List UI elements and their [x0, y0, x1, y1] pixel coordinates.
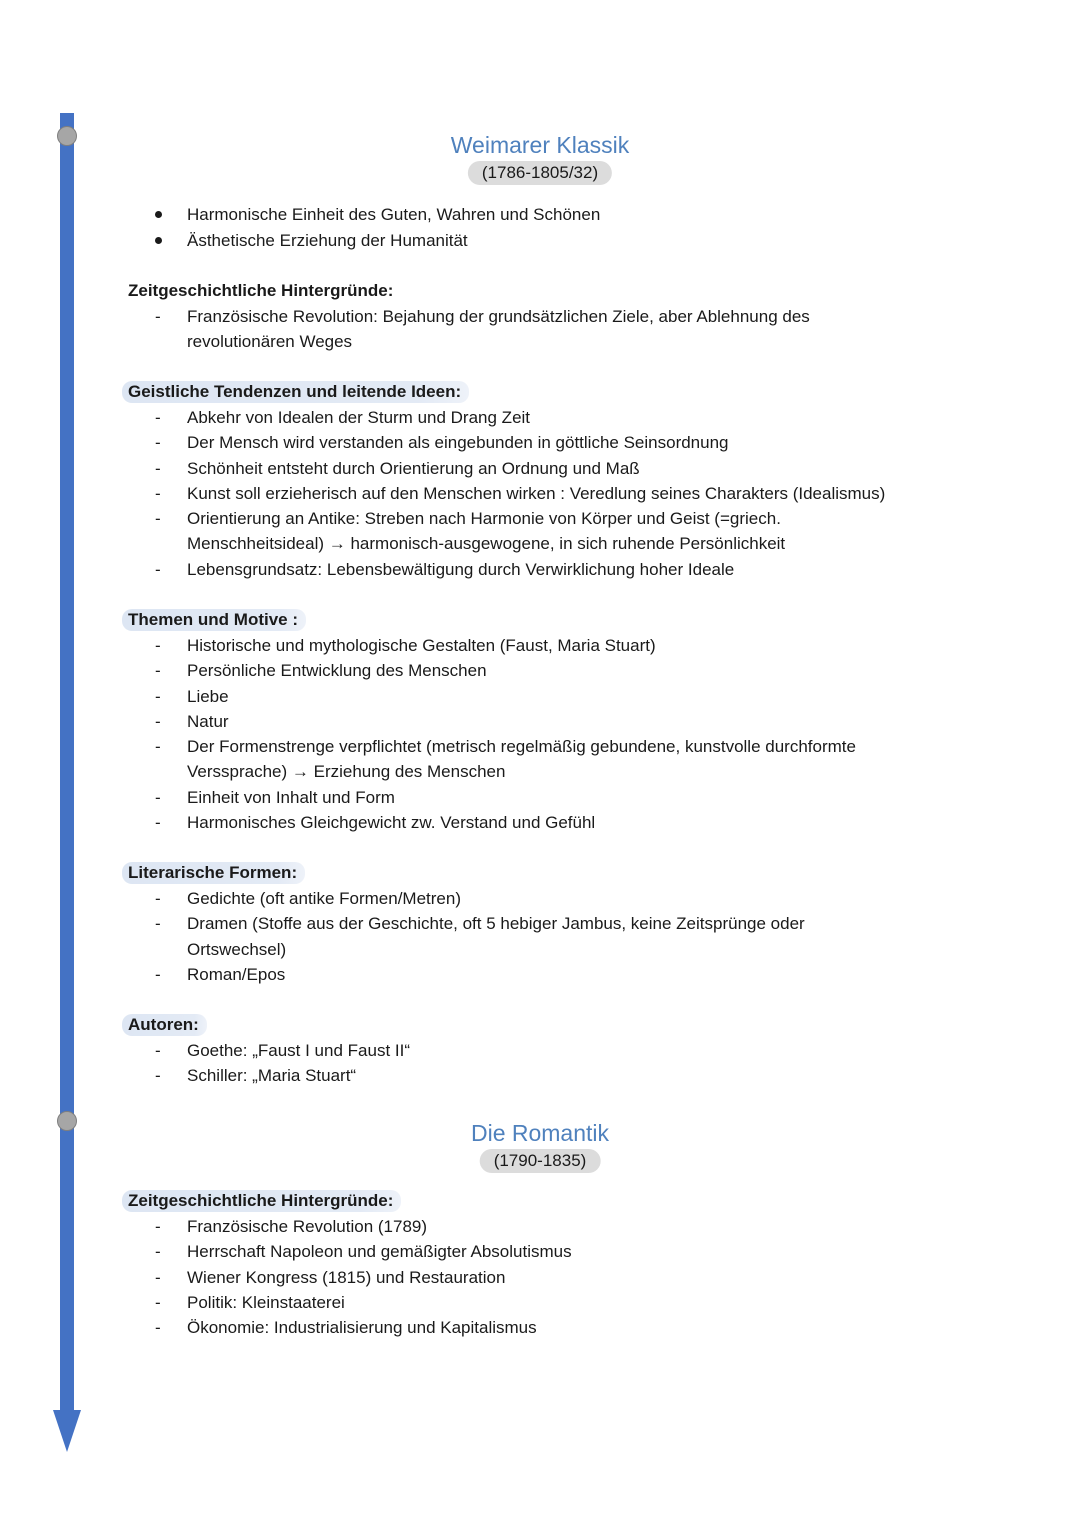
list-item: - Der Formenstrenge verpflichtet (metrisch regelmäßig gebundene, kunstvolle durchformte Verssprache) → Erziehung des Menschen	[187, 734, 927, 785]
bullet-dot-icon	[155, 211, 162, 218]
list-item: - Politik: Kleinstaaterei	[187, 1290, 987, 1315]
section-heading-autoren: Autoren:	[122, 1014, 207, 1036]
list-item: - Natur	[187, 709, 947, 734]
section-heading-tendenzen: Geistliche Tendenzen und leitende Ideen:	[122, 381, 469, 403]
list-item: - Harmonisches Gleichgewicht zw. Verstand und Gefühl	[187, 810, 947, 835]
list-item: - Orientierung an Antike: Streben nach Harmonie von Körper und Geist (=griech. Menschheitsideal) → harmonisch-ausgewogene, in sich ruhende Persönlichkeit	[187, 506, 847, 557]
list-item: - Wiener Kongress (1815) und Restauration	[187, 1265, 987, 1290]
list-item: - Goethe: „Faust I und Faust II“	[187, 1038, 987, 1063]
list-item: - Der Mensch wird verstanden als eingebunden in göttliche Seinsordnung	[187, 430, 947, 455]
list-hintergruende	[187, 304, 867, 355]
list-item: - Herrschaft Napoleon und gemäßigter Absolutismus	[187, 1239, 987, 1264]
list-formen	[187, 886, 867, 987]
timeline-arrow-down-icon	[53, 1410, 81, 1452]
bullet-item: Ästhetische Erziehung der Humanität	[187, 228, 468, 253]
list-autoren	[187, 1038, 987, 1089]
list-item: - Lebensgrundsatz: Lebensbewältigung durch Verwirklichung hoher Ideale	[187, 557, 947, 582]
list-item: - Französische Revolution (1789)	[187, 1214, 987, 1239]
date-badge-romantik: (1790-1835)	[480, 1149, 601, 1173]
list-hintergruende-romantik	[187, 1214, 987, 1340]
list-item: - Kunst soll erzieherisch auf den Menschen wirken : Veredlung seines Charakters (Idealismus)	[187, 481, 947, 506]
list-tendenzen	[187, 405, 947, 582]
list-item: - Gedichte (oft antike Formen/Metren)	[187, 886, 867, 911]
list-item: - Dramen (Stoffe aus der Geschichte, oft 5 hebiger Jambus, keine Zeitsprünge oder Ortswechsel)	[187, 911, 867, 962]
list-themen	[187, 633, 947, 835]
section-title-klassik: Weimarer Klassik	[450, 132, 630, 158]
bullet-item: Harmonische Einheit des Guten, Wahren und Schönen	[187, 202, 600, 227]
list-item: - Roman/Epos	[187, 962, 867, 987]
list-item: - Französische Revolution: Bejahung der grundsätzlichen Ziele, aber Ablehnung des revolutionären Weges	[187, 304, 867, 355]
list-item: - Historische und mythologische Gestalten (Faust, Maria Stuart)	[187, 633, 947, 658]
list-item: - Einheit von Inhalt und Form	[187, 785, 947, 810]
date-badge-klassik: (1786-1805/32)	[468, 161, 612, 185]
section-title-romantik: Die Romantik	[470, 1120, 610, 1146]
section-heading-formen: Literarische Formen:	[122, 862, 305, 884]
list-item: - Schiller: „Maria Stuart“	[187, 1063, 987, 1088]
timeline-bar	[60, 113, 74, 1415]
list-item: - Abkehr von Idealen der Sturm und Drang Zeit	[187, 405, 947, 430]
list-item: - Persönliche Entwicklung des Menschen	[187, 658, 947, 683]
section-heading-hintergruende-romantik: Zeitgeschichtliche Hintergründe:	[122, 1190, 401, 1212]
list-item: - Liebe	[187, 684, 947, 709]
bullet-dot-icon	[155, 237, 162, 244]
list-item: - Ökonomie: Industrialisierung und Kapitalismus	[187, 1315, 987, 1340]
list-item: - Schönheit entsteht durch Orientierung an Ordnung und Maß	[187, 456, 947, 481]
section-heading-themen: Themen und Motive :	[122, 609, 306, 631]
section-heading-hintergruende: Zeitgeschichtliche Hintergründe:	[128, 281, 394, 300]
